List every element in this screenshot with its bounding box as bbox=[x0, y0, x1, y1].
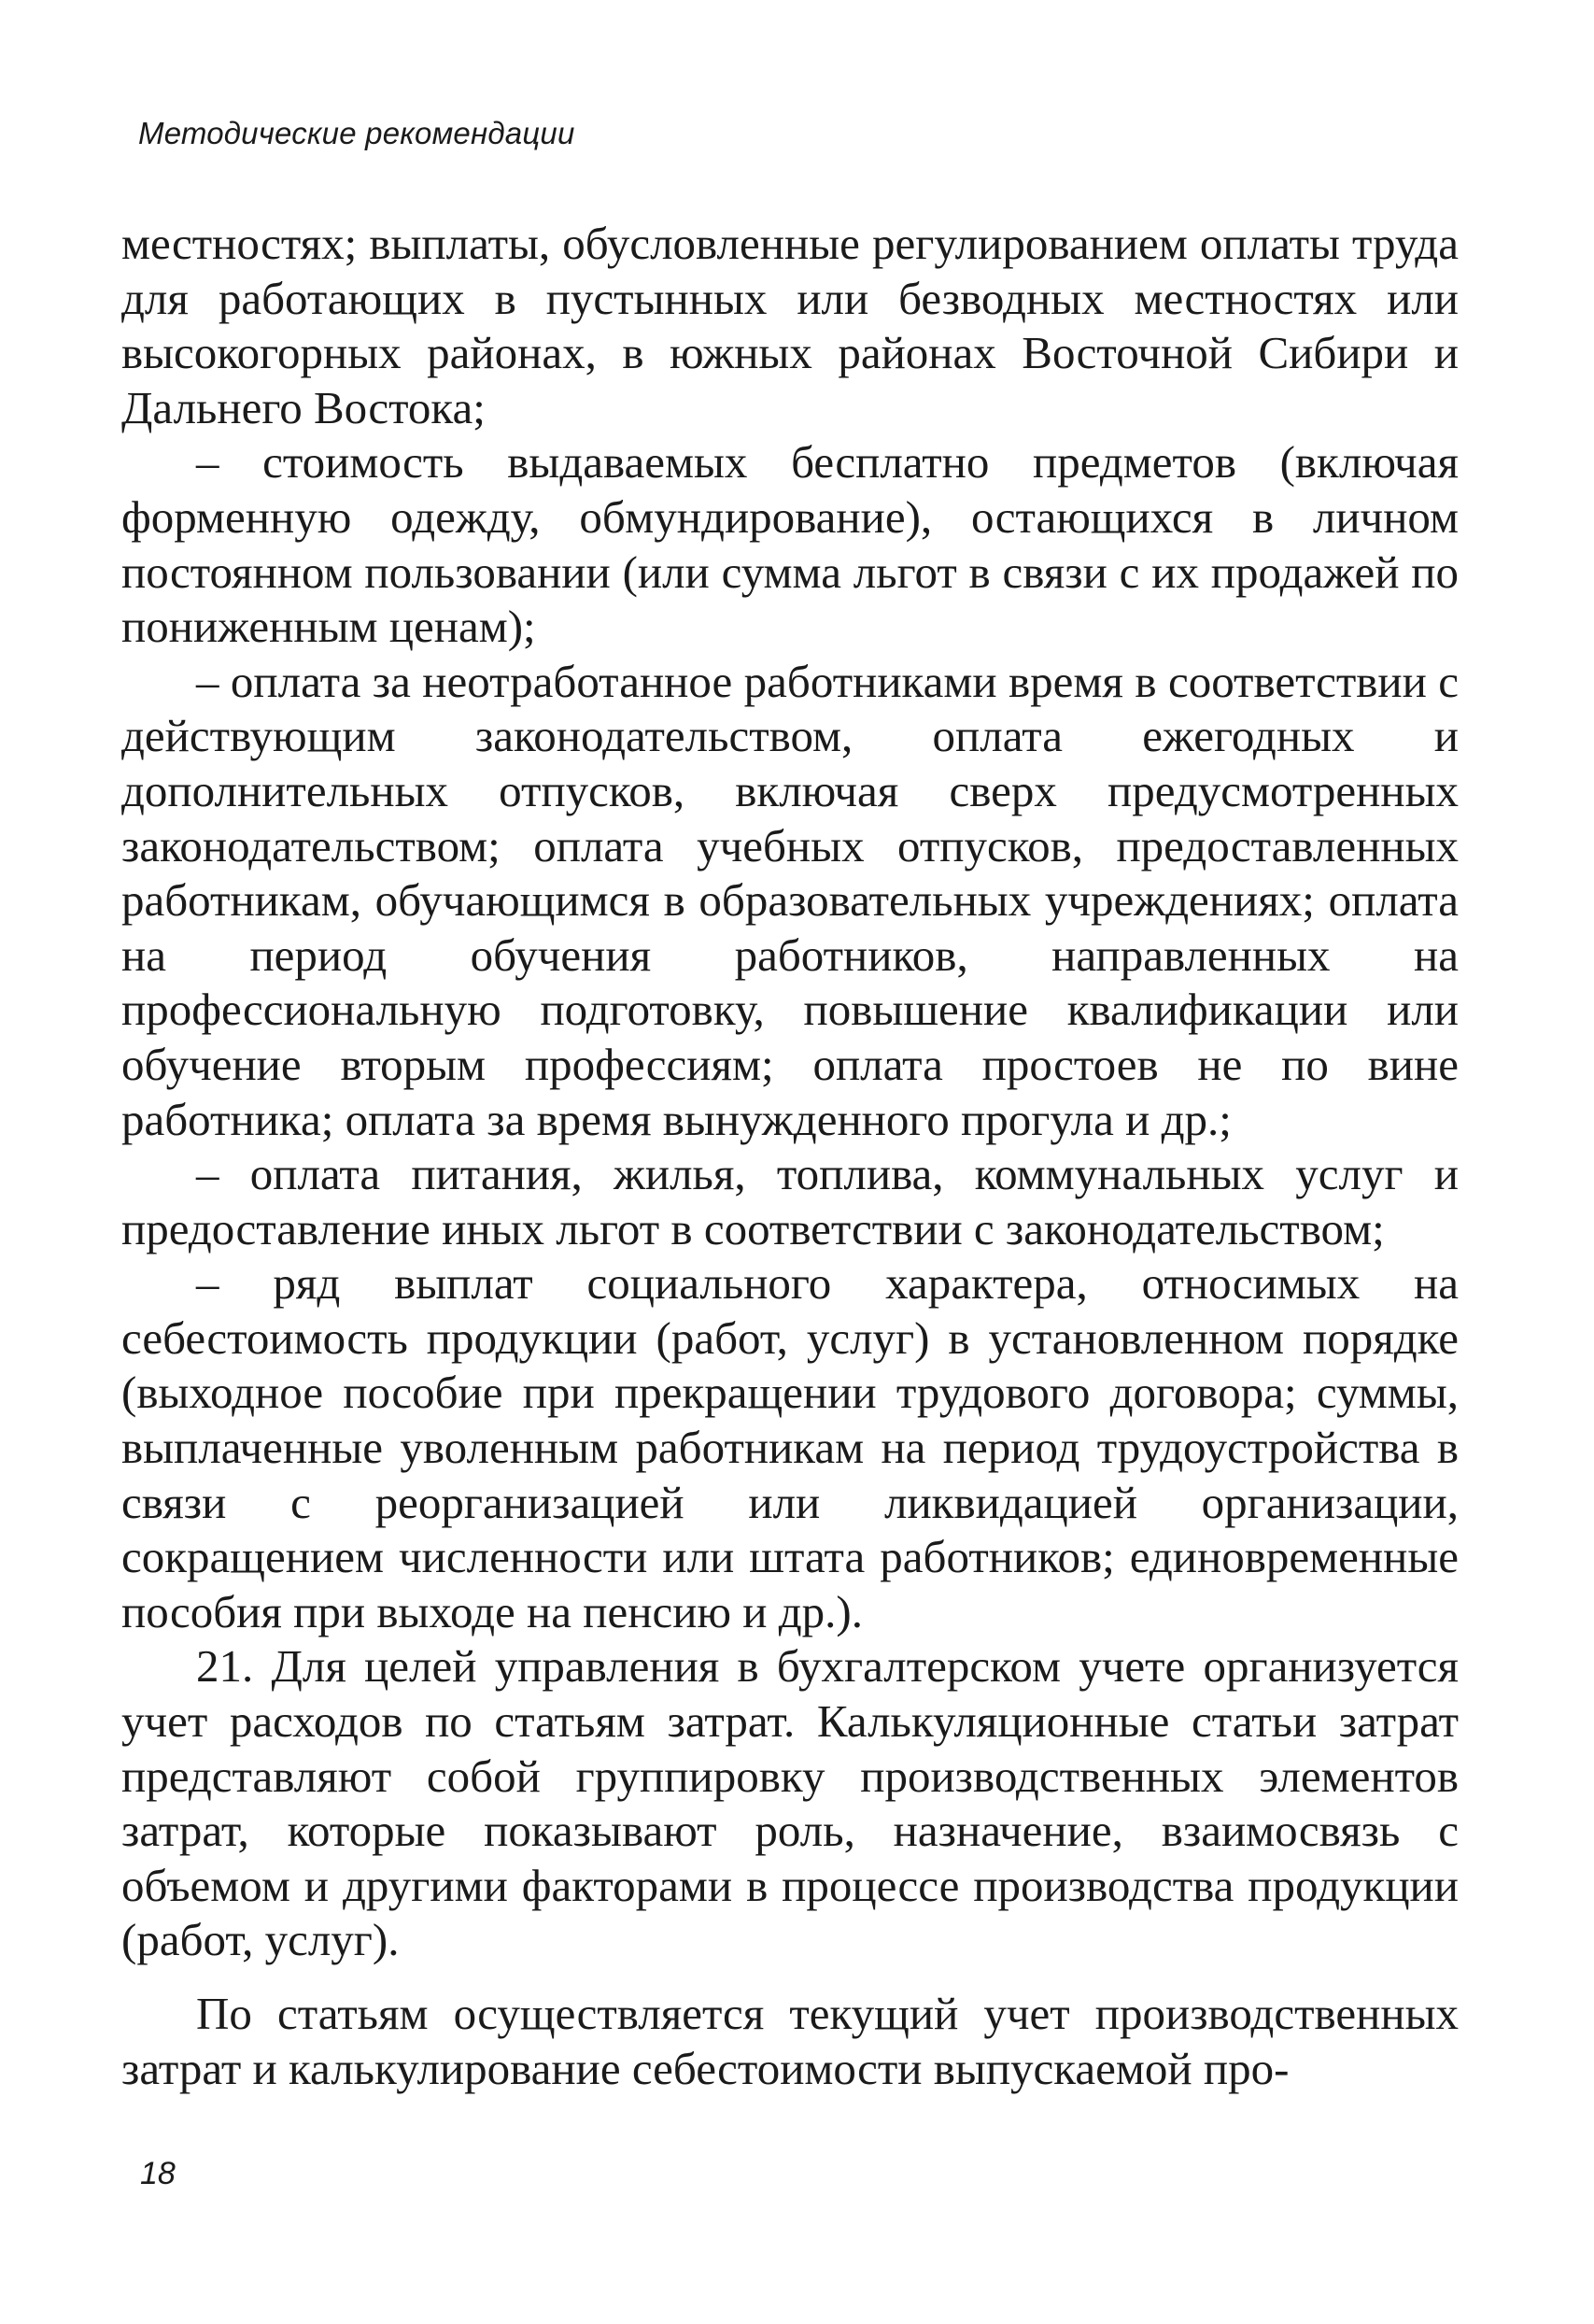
running-header: Методические рекомендации bbox=[138, 116, 575, 150]
paragraph-cost-accounting: По статьям осуществляется текущий учет производственных затрат и калькулирование себестоимости выпускаемой про- bbox=[121, 1988, 1459, 2094]
body-text bbox=[121, 217, 1459, 2096]
paragraph-free-items: – стоимость выдаваемых бесплатно предметов (включая форменную одежду, обмундирование), остающихся в личном постоянном пользовании (или сумма льгот в связи с их продажей по пониженным ценам); bbox=[121, 436, 1459, 653]
paragraph-continuation: местностях; выплаты, обусловленные регулированием оплаты труда для работающих в пустынных или безводных местностях или высокогорных районах, в южных районах Восточной Сибири и Дальнего Востока; bbox=[121, 218, 1459, 433]
paragraph-item-21: 21. Для целей управления в бухгалтерском учете организуется учет расходов по статьям затрат. Калькуляционные статьи затрат представляют собой группировку производственных элементов затрат, которые показывают роль, назначение, взаимосвязь с объемом и другими факторами в процессе производства продукции (работ, услуг). bbox=[121, 1640, 1459, 1966]
paragraph-food-housing-pay: – оплата питания, жилья, топлива, коммунальных услуг и предоставление иных льгот в соответствии с законодательством; bbox=[121, 1148, 1459, 1254]
paragraph-unworked-time-pay: – оплата за неотработанное работниками время в соответствии с действующим законодательством, оплата ежегодных и дополнительных отпусков, включая сверх предусмотренных законодательством; оплата учебных отпусков, предоставленных работникам, обучающимся в образовательных учреждениях; оплата на период обучения работников, направленных на профессиональную подготовку, повышение квалификации или обучение вторым профессиям; оплата простоев не по вине работника; оплата за время вынужденного прогула и др.; bbox=[121, 655, 1459, 1145]
page-number: 18 bbox=[140, 2156, 176, 2191]
paragraph-social-payments: – ряд выплат социального характера, относимых на себестоимость продукции (работ, услуг) в установленном порядке (выходное пособие при прекращении трудового договора; суммы, выплаченные уволенным работникам на период трудоустройства в связи с реорганизацией или ликвидацией организации, сокращением численности или штата работников; единовременные пособия при выходе на пенсию и др.). bbox=[121, 1257, 1459, 1637]
